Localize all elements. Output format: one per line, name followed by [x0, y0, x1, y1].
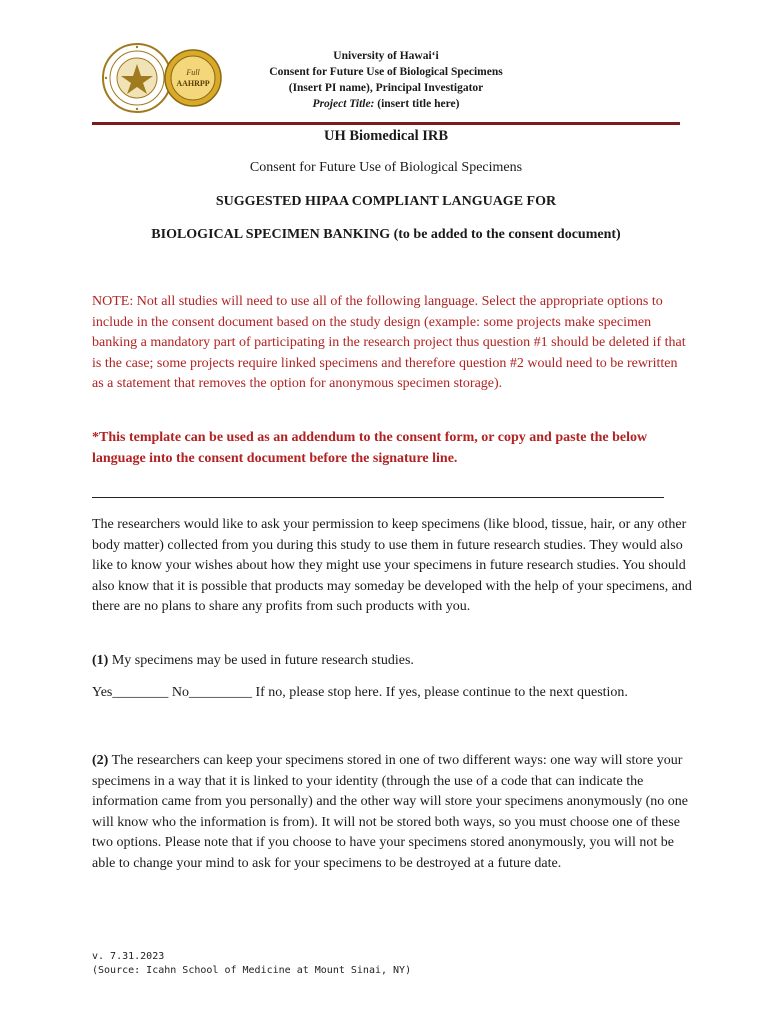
separator-line: [92, 497, 664, 498]
hipaa-heading-line1: SUGGESTED HIPAA COMPLIANT LANGUAGE FOR: [215, 194, 557, 209]
version-label: v. 7.31.2023: [92, 951, 165, 962]
question-2-text: The researchers can keep your specimens stored in one of two different ways: one way will store your specimens in a way that it is linked to your identity (through the use of a code that can indicate the information came from you personally) and the other way will store your specimens anonymously (no one will know who the information is from). It will not be stored both ways, so you must choose one of these two options. Please note that if you choose to have your specimens stored anonymously, you will not be able to change your mind to ask for your specimens to be destroyed at a future date.: [92, 753, 689, 871]
project-title-value: (insert title here): [377, 98, 460, 110]
irb-title: UH Biomedical IRB: [323, 128, 449, 144]
aahrpp-seal-bottom-text: AAHRPP: [176, 79, 210, 88]
university-name: University of Hawai‘i: [333, 50, 439, 62]
form-title: Consent for Future Use of Biological Specimens: [269, 66, 503, 78]
footer: [92, 950, 492, 978]
aahrpp-seal-top-text: Full: [186, 68, 200, 77]
pi-line: (Insert PI name), Principal Investigator: [288, 82, 484, 94]
question-2: [92, 751, 692, 875]
source-label: (Source: Icahn School of Medicine at Mount Sinai, NY): [92, 965, 412, 976]
addendum-instruction: *This template can be used as an addendum to the consent form, or copy and paste the below language into the consent document before the signature line.: [92, 430, 648, 466]
hipaa-heading-line2: BIOLOGICAL SPECIMEN BANKING (to be added to the consent document): [151, 227, 621, 242]
question-2-number: (2): [92, 753, 109, 768]
project-title-line: [200, 96, 572, 112]
note-paragraph: NOTE: Not all studies will need to use all of the following language. Select the appropriate options to include in the consent document based on the study design (example: some projects make specimen banking a mandatory part of participating in the research project thus question #1 should be deleted if that is the case; some projects require linked specimens and therefore question #2 would need to be rewritten as a statement that removes the option for anonymous specimen storage).: [92, 294, 686, 392]
question-1-text: My specimens may be used in future research studies.: [111, 653, 414, 668]
question-1-number: (1): [92, 653, 109, 668]
question-1: [92, 651, 692, 672]
project-title-label: Project Title:: [312, 98, 375, 110]
question-1-answer-line[interactable]: Yes________ No_________ If no, please stop here. If yes, please continue to the next question.: [92, 685, 628, 700]
document-subtitle: Consent for Future Use of Biological Specimens: [249, 160, 523, 175]
intro-paragraph: The researchers would like to ask your permission to keep specimens (like blood, tissue, hair, or any other body matter) collected from you during this study to use them in future research studies. They would also like to know your wishes about how they might use your specimens in future research studies. You should also know that it is possible that products may someday be developed with the help of your specimens, and there are no plans to share any profits from such products with you.: [92, 517, 692, 615]
letterhead: [200, 48, 572, 112]
header-divider: [92, 122, 680, 125]
